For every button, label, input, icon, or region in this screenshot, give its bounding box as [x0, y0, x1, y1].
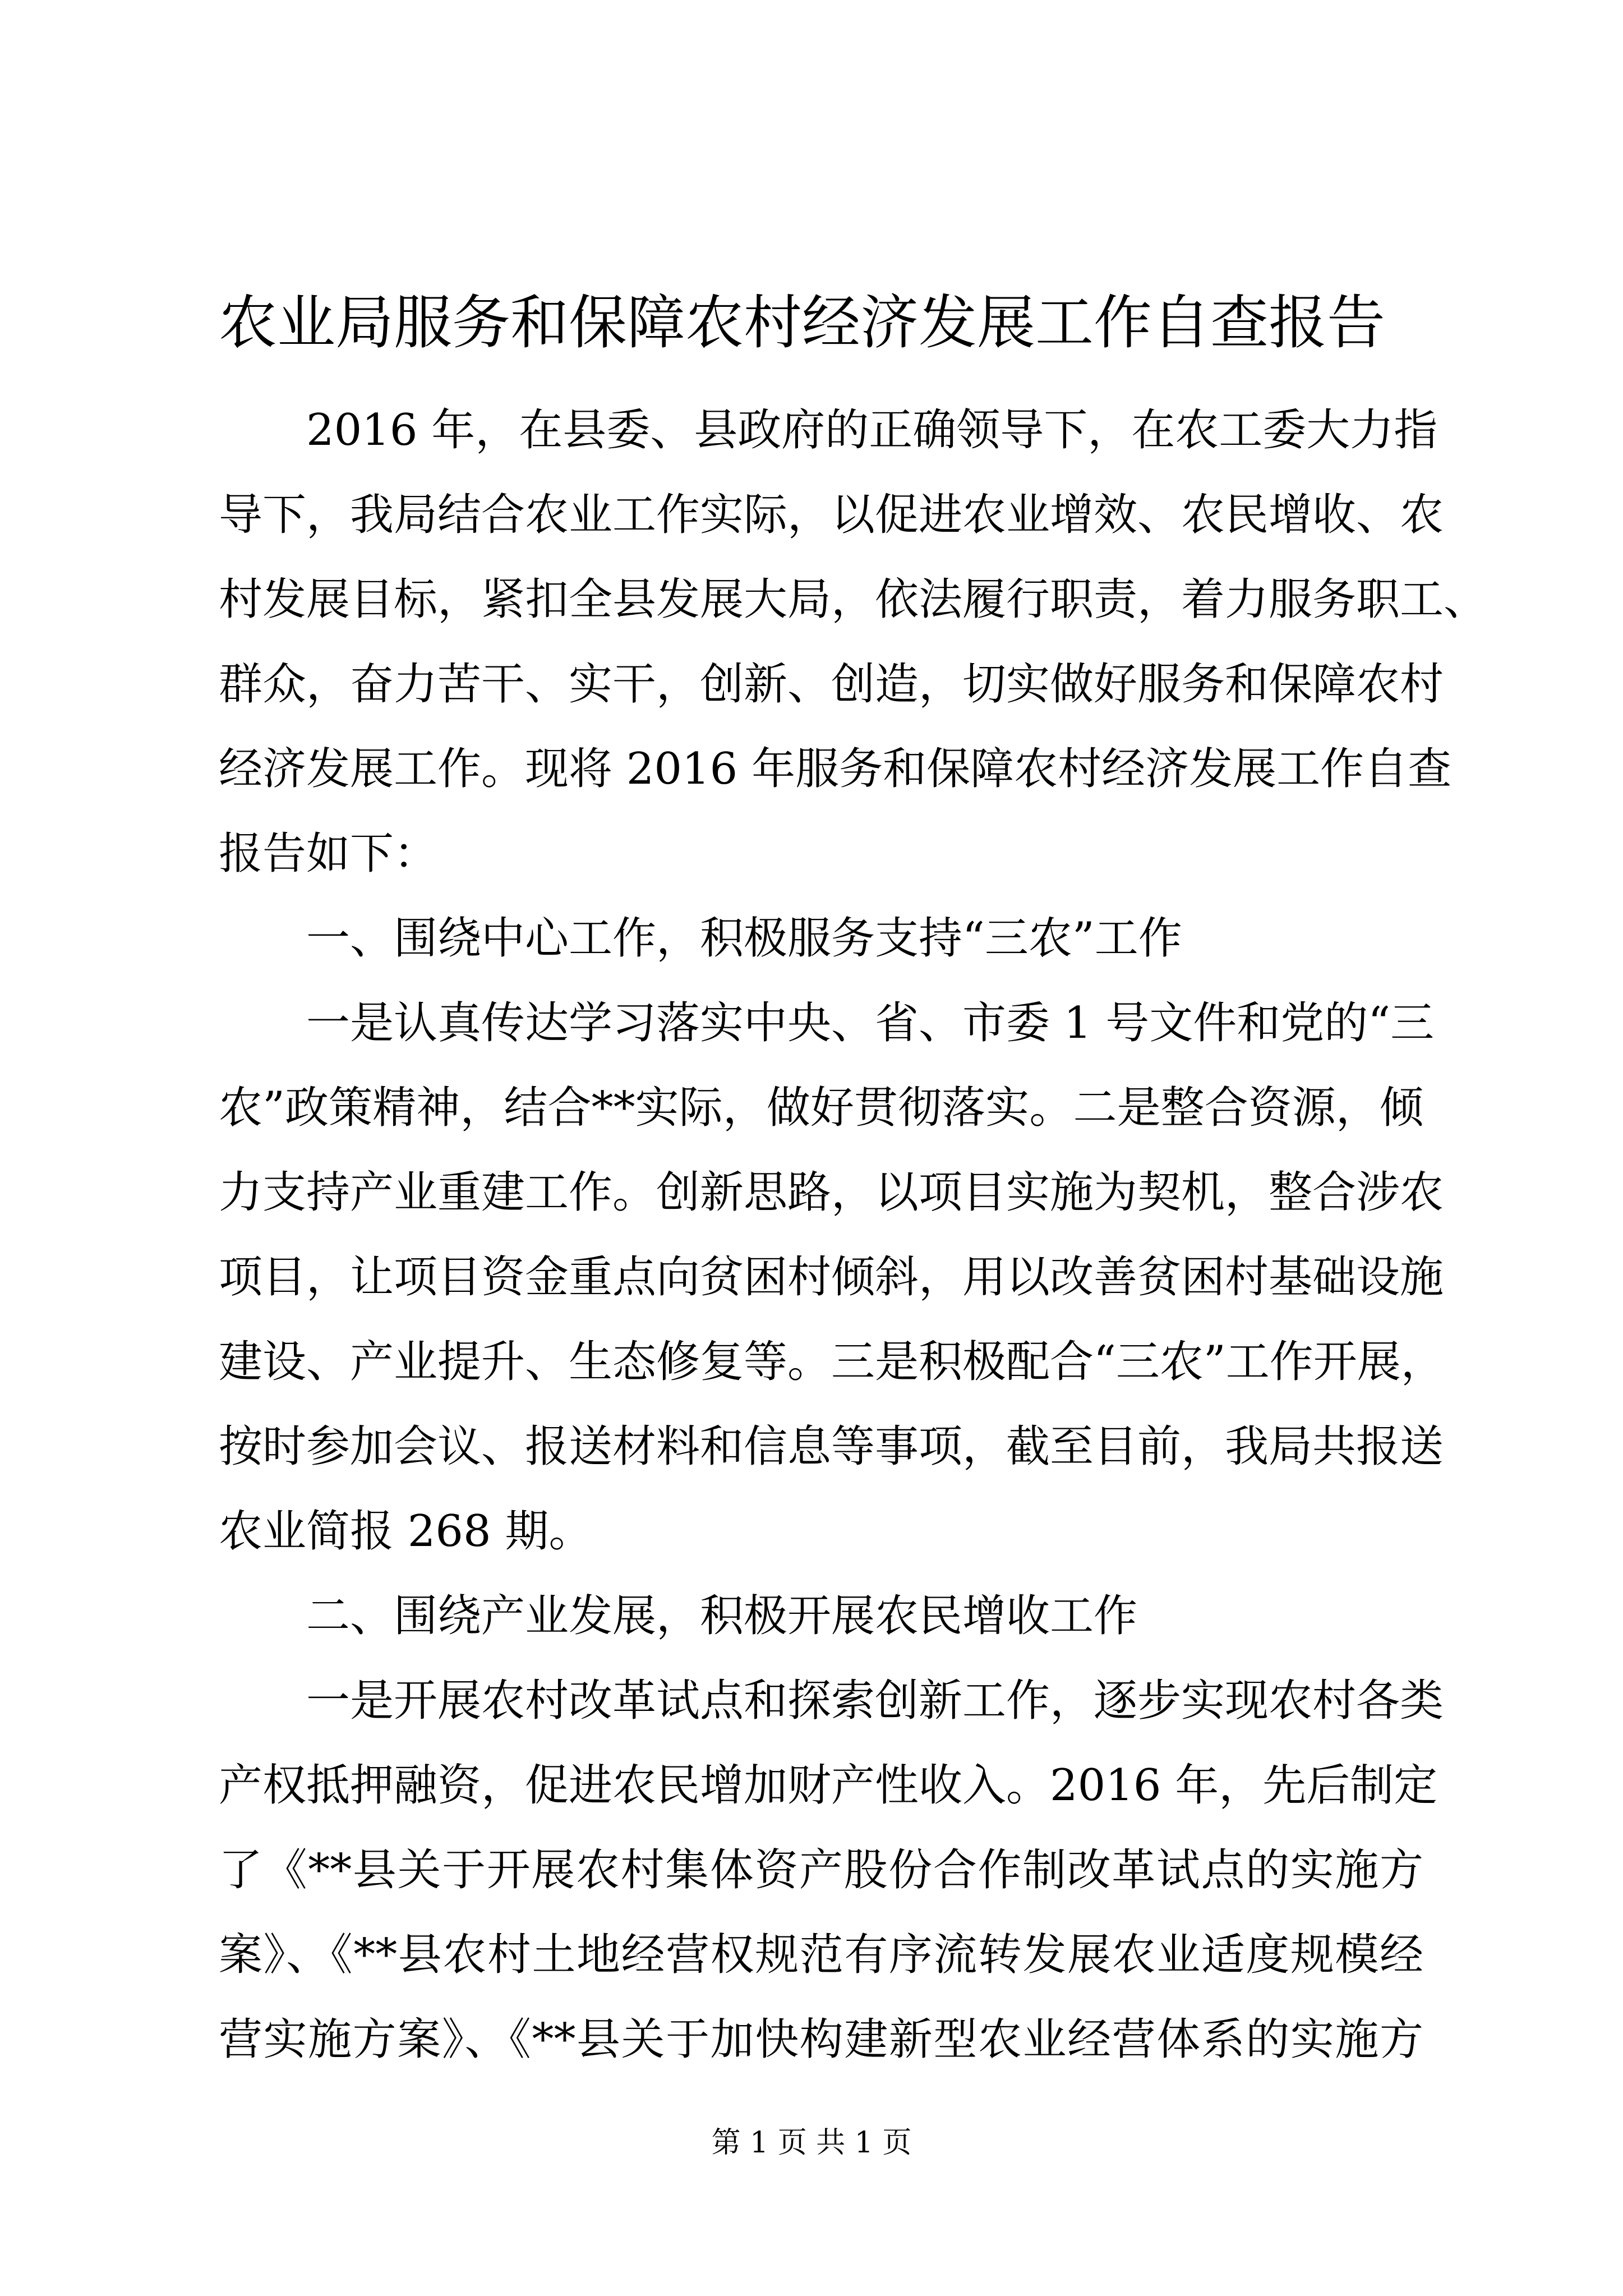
- paragraph-line: 力支持产业重建工作。创新思路，以项目实施为契机，整合涉农: [219, 1167, 1444, 1218]
- paragraph-line: 报告如下：: [219, 829, 438, 879]
- paragraph-line: 导下，我局结合农业工作实际，以促进农业增效、农民增收、农: [219, 490, 1444, 540]
- paragraph-line: 农业简报 268 期。: [219, 1506, 593, 1557]
- paragraph-line: 群众，奋力苦干、实干，创新、创造，切实做好服务和保障农村: [219, 659, 1444, 710]
- document-title: 农业局服务和保障农村经济发展工作自查报告: [219, 288, 1386, 357]
- section-heading: 二、围绕产业发展，积极开展农民增收工作: [306, 1591, 1138, 1641]
- paragraph-line: 按时参加会议、报送材料和信息等事项，截至目前，我局共报送: [219, 1421, 1444, 1472]
- section-heading: 一、围绕中心工作，积极服务支持“三农”工作: [306, 913, 1182, 964]
- paragraph-line: 案》、《**县农村土地经营权规范有序流转发展农业适度规模经: [219, 1930, 1423, 1980]
- paragraph-line: 了《**县关于开展农村集体资产股份合作制改革试点的实施方: [219, 1845, 1423, 1895]
- paragraph-line: 项目，让项目资金重点向贫困村倾斜，用以改善贫困村基础设施: [219, 1252, 1444, 1303]
- paragraph-line: 农”政策精神，结合**实际，做好贯彻落实。二是整合资源，倾: [219, 1083, 1423, 1133]
- paragraph-line: 一是认真传达学习落实中央、省、市委 1 号文件和党的“三: [306, 998, 1435, 1048]
- paragraph-line: 产权抵押融资，促进农民增加财产性收入。2016 年，先后制定: [219, 1760, 1438, 1811]
- paragraph-line: 村发展目标，紧扣全县发展大局，依法履行职责，着力服务职工、: [219, 574, 1488, 625]
- paragraph-line: 营实施方案》、《**县关于加快构建新型农业经营体系的实施方: [219, 2014, 1423, 2065]
- paragraph-line: 经济发展工作。现将 2016 年服务和保障农村经济发展工作自查: [219, 744, 1452, 794]
- document-body: [219, 388, 1488, 2082]
- paragraph-line: 2016 年，在县委、县政府的正确领导下，在农工委大力指: [306, 405, 1438, 455]
- paragraph-line: 一是开展农村改革试点和探索创新工作，逐步实现农村各类: [306, 1676, 1444, 1726]
- page-footer: 第 1 页 共 1 页: [711, 2126, 912, 2160]
- paragraph-line: 建设、产业提升、生态修复等。三是积极配合“三农”工作开展，: [219, 1337, 1445, 1387]
